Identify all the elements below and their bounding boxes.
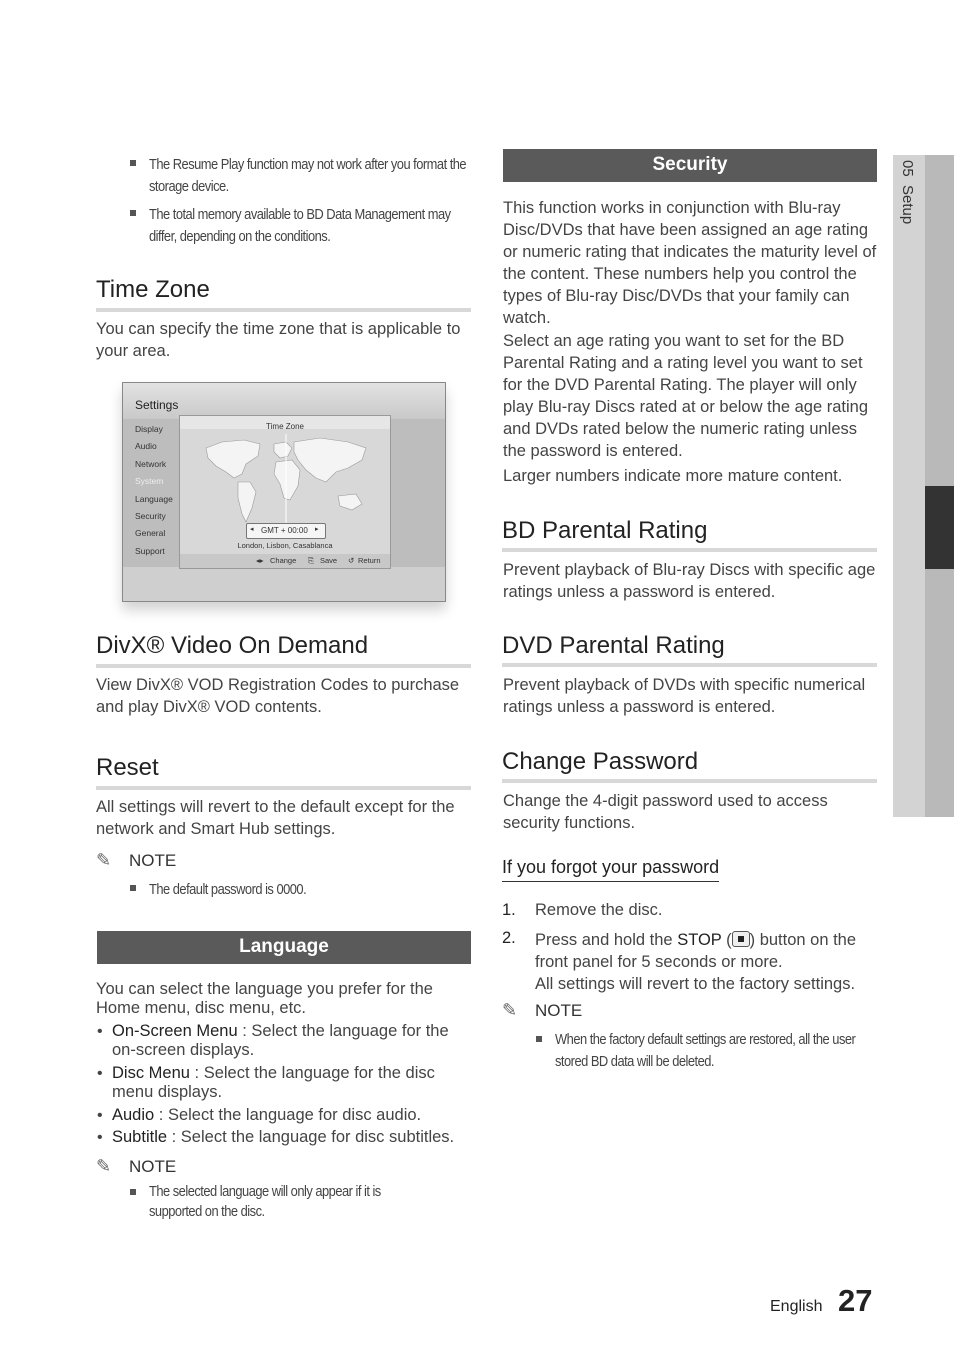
change-pw-note-label: NOTE: [535, 1001, 583, 1020]
bullet-square: [130, 885, 136, 891]
reset-note-label: NOTE: [129, 851, 177, 870]
item-term: Audio: [112, 1106, 155, 1124]
chapter-number: 05: [899, 160, 916, 177]
list-item: [112, 1128, 474, 1147]
security-p2: Select an age rating you want to set for the BD Parental Rating and a rating level you want to set for the DVD Parental Rating. The player will only play Blu-ray Discs rated at or below the age rating and DVDs rated below the numeric rating unless the password is entered.: [503, 332, 869, 460]
item-term: Subtitle: [112, 1128, 168, 1146]
screen-title: Settings: [135, 398, 179, 412]
bullet-dot: •: [97, 1023, 103, 1040]
item-desc: : Select the language for the disc menu displays.: [112, 1064, 435, 1101]
footer-return: Return: [358, 556, 381, 565]
pencil-icon: ✎: [96, 1156, 112, 1176]
menu-system: System: [135, 476, 164, 486]
item-desc: : Select the language for disc subtitles.: [167, 1128, 455, 1146]
bullet-dot: •: [97, 1107, 103, 1124]
page-number: 27: [838, 1283, 873, 1318]
language-intro: You can select the language you prefer for the Home menu, disc menu, etc.: [96, 980, 433, 1017]
step-2-text: Press and hold the STOP ( ) button on the front panel for 5 seconds or more.: [535, 931, 857, 971]
bullet-square: [536, 1036, 542, 1042]
return-icon: ↺: [348, 556, 355, 565]
step-1-text: Remove the disc.: [535, 901, 663, 919]
side-tab-label: [899, 160, 916, 224]
reset-body: All settings will revert to the default except for the network and Smart Hub settings.: [96, 798, 455, 838]
divx-body: View DivX® VOD Registration Codes to purchase and play DivX® VOD contents.: [96, 676, 460, 716]
side-tab-marker: [925, 486, 954, 569]
screen-bottom: [123, 567, 445, 601]
divx-heading: DivX® Video On Demand: [96, 632, 369, 659]
gmt-value: GMT + 00:00: [261, 526, 308, 535]
security-p1: This function works in conjunction with Blu-ray Disc/DVDs that have been assigned an age rating or numeric rating that indicates the maturity level of the content. These numbers help you control the types of Blu-ray Disc/DVDs that your family can watch.: [503, 199, 877, 327]
step-2-pre: Press and hold the: [535, 931, 678, 949]
dvd-rating-body: Prevent playback of DVDs with specific numerical ratings unless a password is entered.: [503, 676, 866, 716]
pencil-icon: ✎: [96, 850, 112, 870]
footer-language: English: [770, 1298, 823, 1315]
menu-display: Display: [135, 424, 163, 434]
city-label: London, Lisbon, Casablanca: [237, 541, 333, 550]
bd-rating-body: Prevent playback of Blu-ray Discs with specific age ratings unless a password is entered.: [503, 561, 876, 601]
save-icon: ⎘: [308, 556, 314, 565]
stop-label: STOP: [677, 931, 722, 949]
section-rule: [502, 779, 877, 783]
bullet-square: [130, 160, 136, 166]
footer-save: Save: [320, 556, 338, 565]
reset-note: The default password is 0000.: [149, 881, 307, 898]
time-zone-body: You can specify the time zone that is applicable to your area.: [96, 320, 461, 360]
bullet-dot: •: [97, 1129, 103, 1146]
change-pw-note: When the factory default settings are restored, all the user stored BD data will be deleted.: [555, 1031, 856, 1070]
section-rule: [502, 663, 877, 667]
change-pw-heading: Change Password: [502, 748, 699, 775]
menu-language: Language: [135, 494, 173, 504]
top-note-1: The Resume Play function may not work after you format the storage device.: [149, 156, 467, 195]
section-rule: [96, 664, 471, 668]
step-number: 2.: [502, 929, 516, 947]
menu-general: General: [135, 528, 166, 538]
change-pw-body: Change the 4-digit password used to access security functions.: [503, 792, 828, 832]
arrow-left-icon: ◂: [250, 526, 254, 533]
gmt-selector[interactable]: [246, 523, 326, 539]
language-note-label: NOTE: [129, 1157, 177, 1176]
time-zone-heading: Time Zone: [96, 276, 210, 303]
change-icon: ◂▸: [256, 556, 264, 565]
bd-rating-heading: BD Parental Rating: [502, 517, 708, 544]
footer-change: Change: [270, 556, 297, 565]
step-2-extra: All settings will revert to the factory settings.: [535, 975, 856, 993]
list-item: [112, 1064, 474, 1102]
step-number: 1.: [502, 901, 516, 919]
bullet-square: [130, 1189, 136, 1195]
list-item: [112, 1106, 474, 1125]
item-term: Disc Menu: [112, 1064, 190, 1082]
chapter-title: Setup: [899, 185, 916, 225]
section-rule: [96, 786, 471, 790]
menu-security: Security: [135, 511, 166, 521]
dvd-rating-heading: DVD Parental Rating: [502, 632, 725, 659]
panel-title: Time Zone: [266, 422, 304, 431]
security-bar: Security: [503, 149, 877, 182]
panel-title-bar: [180, 416, 390, 429]
settings-screenshot: [122, 382, 446, 602]
forgot-password-subheading: If you forgot your password: [502, 857, 719, 882]
bullet-square: [130, 210, 136, 216]
item-desc: : Select the language for the on-screen displays.: [112, 1022, 449, 1059]
stop-button-icon: [732, 931, 750, 947]
item-term: On-Screen Menu: [112, 1022, 238, 1040]
reset-heading: Reset: [96, 754, 159, 781]
world-map-icon: [200, 434, 375, 530]
language-bar: Language: [97, 931, 471, 964]
panel-footer: [180, 554, 390, 568]
menu-audio: Audio: [135, 441, 157, 451]
menu-network: Network: [135, 459, 167, 469]
top-note-2: The total memory available to BD Data Management may differ, depending on the conditions.: [149, 206, 451, 245]
bullet-dot: •: [97, 1065, 103, 1082]
security-p3: Larger numbers indicate more mature content.: [503, 467, 843, 485]
language-note: The selected language will only appear if it is supported on the disc.: [149, 1183, 381, 1220]
step-2-post: button on the front panel for 5 seconds or more.: [535, 931, 857, 971]
section-rule: [96, 308, 471, 312]
menu-support: Support: [135, 546, 165, 556]
arrow-right-icon: ▸: [315, 526, 319, 533]
list-item: [112, 1022, 474, 1060]
pencil-icon: ✎: [502, 1000, 518, 1020]
time-zone-panel: [179, 415, 391, 569]
section-rule: [502, 548, 877, 552]
item-desc: : Select the language for disc audio.: [154, 1106, 422, 1124]
